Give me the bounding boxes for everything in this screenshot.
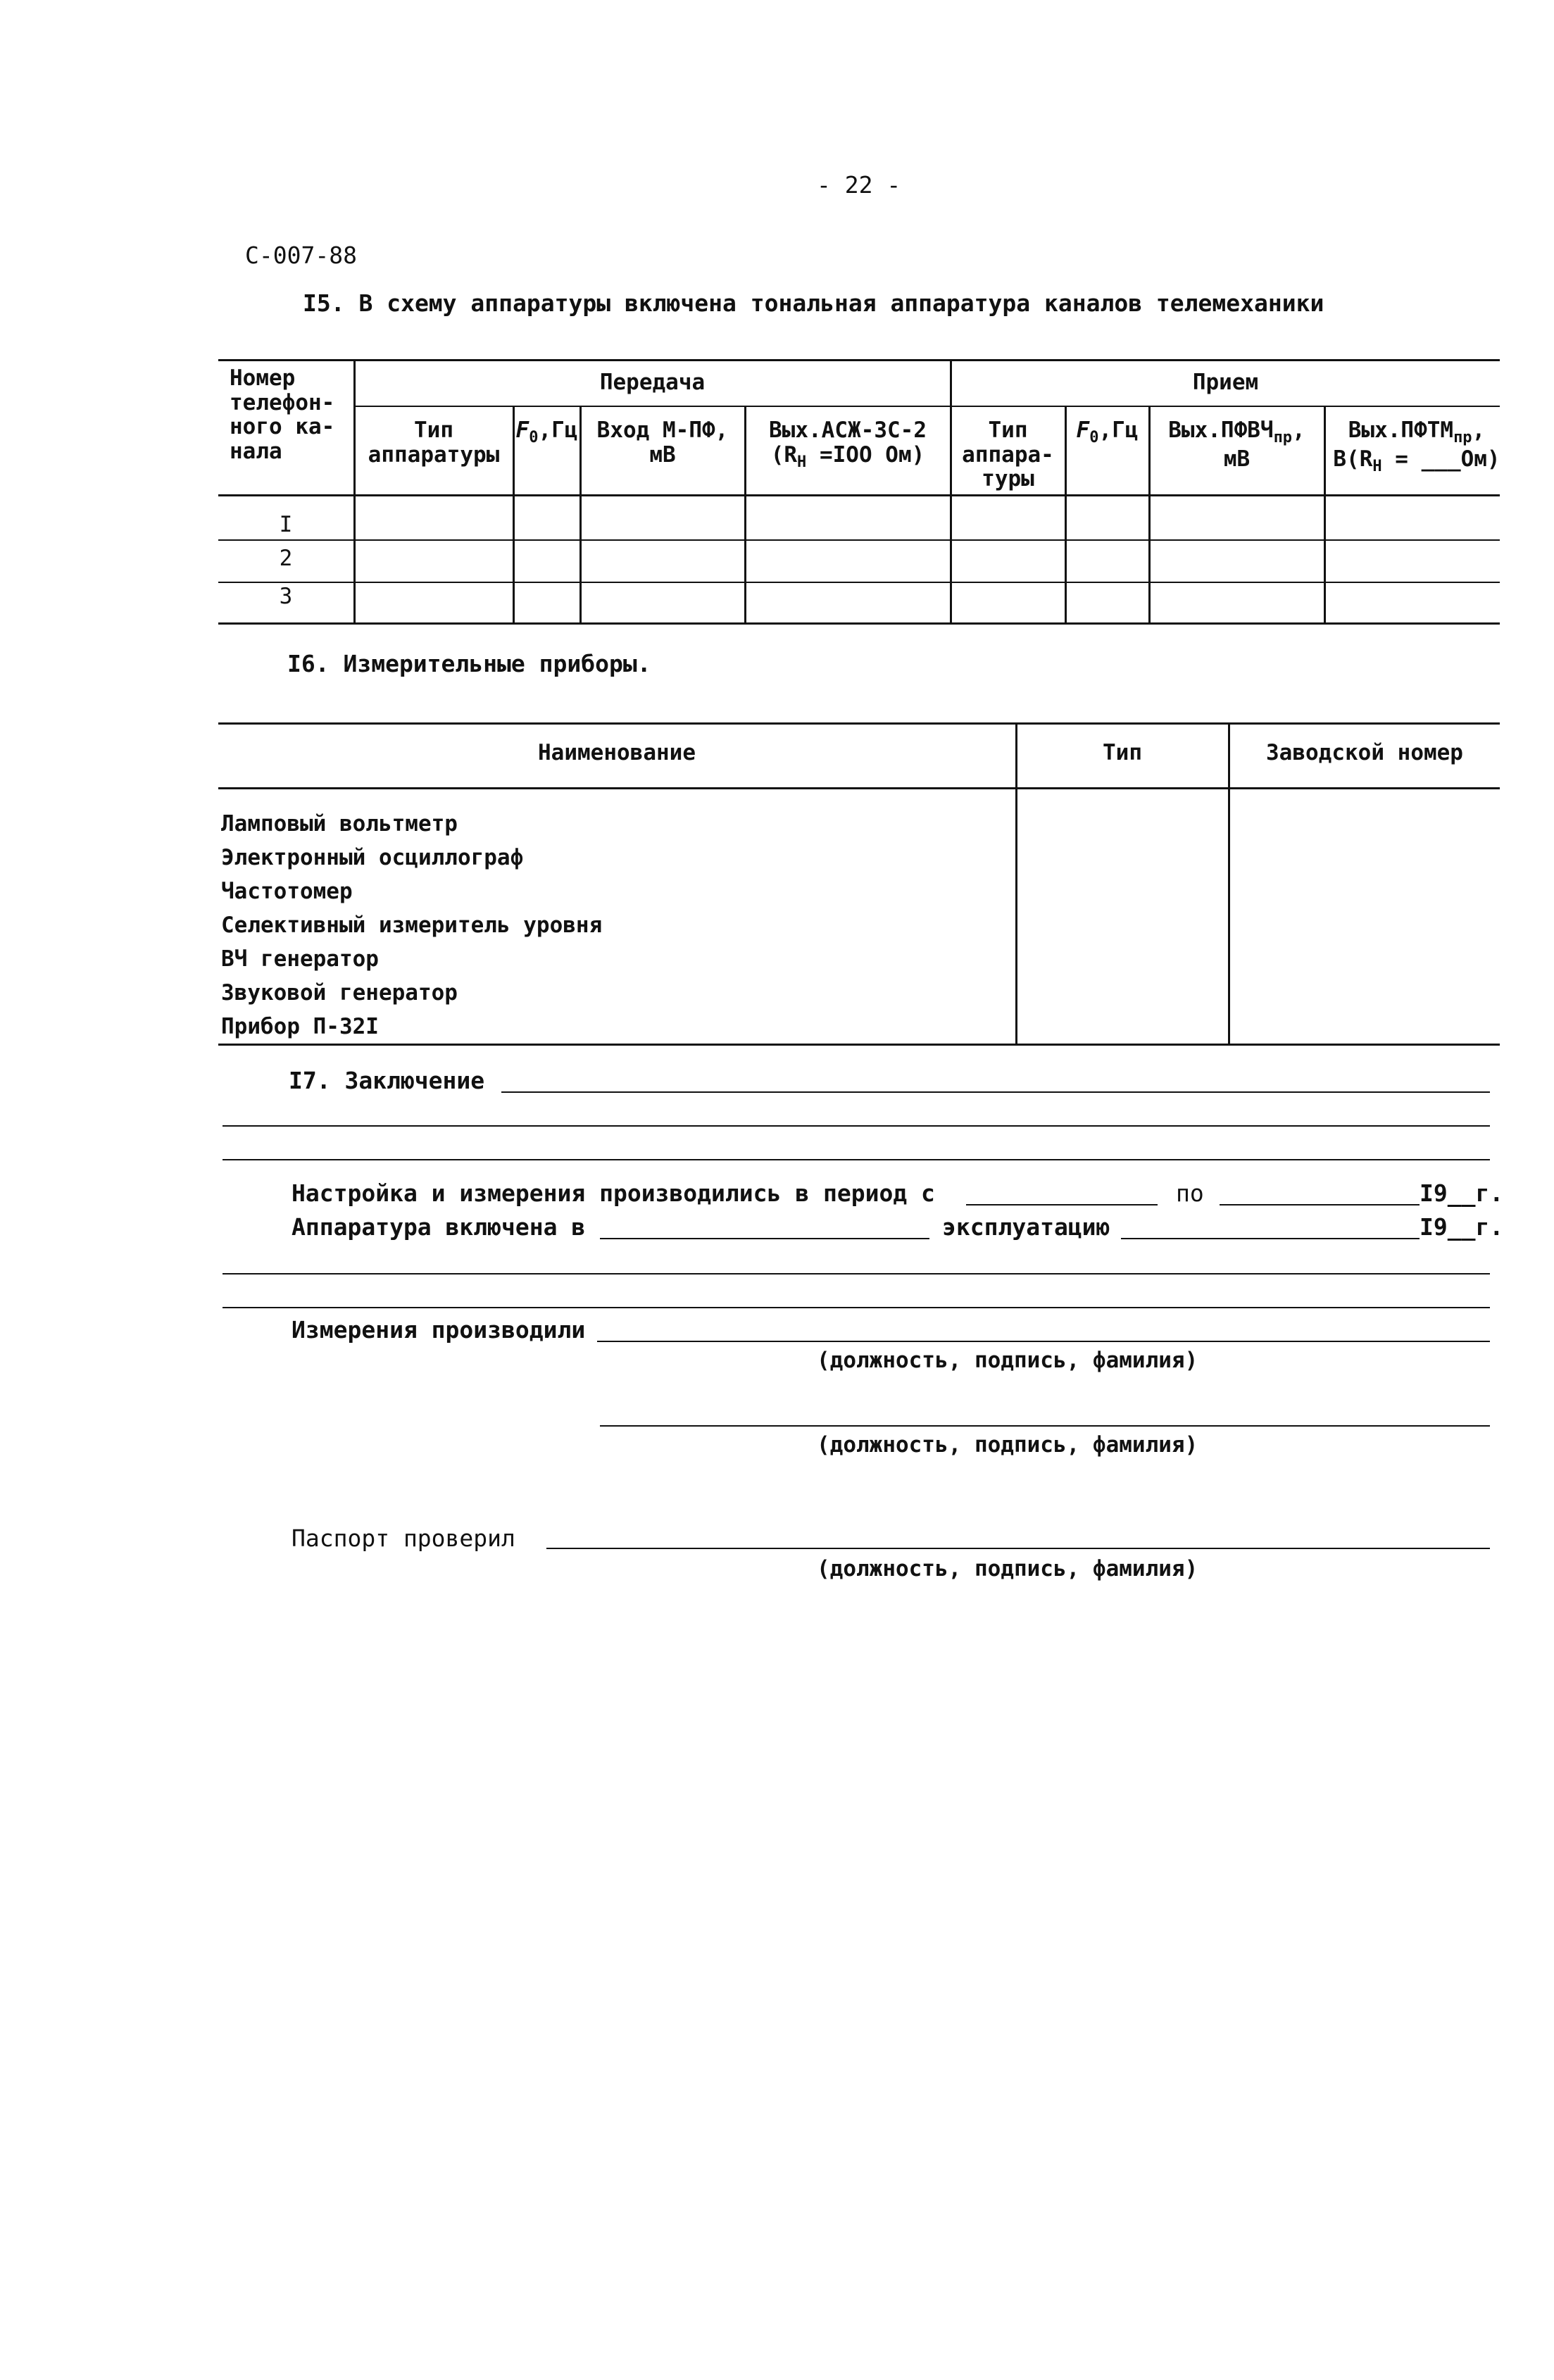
list-item: Электронный осциллограф	[221, 845, 524, 870]
group-transmit: Передача	[599, 370, 706, 395]
setup-period-label: Настройка и измерения производились в период с	[292, 1179, 935, 1207]
signature-caption: (должность, подпись, фамилия)	[817, 1432, 1198, 1458]
table-row: 2	[279, 546, 293, 571]
equipment-mid-label: эксплуатацию	[942, 1213, 1110, 1241]
col-tx-output: Вых.АСЖ-ЗС-2 ($R_Н =IOO$ Ом)	[769, 418, 927, 471]
equipment-year-field[interactable]	[1121, 1238, 1420, 1239]
setup-po-label: по	[1176, 1179, 1204, 1207]
col-tx-type: Тип аппаратуры	[368, 418, 500, 468]
section-16-title: I6. Измерительные приборы.	[287, 650, 651, 677]
table-row: I	[279, 512, 293, 537]
blank-line[interactable]	[223, 1307, 1490, 1308]
col-rx-output-tm: $Вых.ПФТМ_{пр}$, $В(R_Н$ = ___Ом)	[1333, 418, 1500, 475]
instrument-list	[221, 807, 602, 1044]
setup-year: I9__г.	[1420, 1179, 1504, 1207]
table-row: 3	[279, 584, 293, 609]
list-item: Прибор П-32I	[221, 1014, 379, 1039]
col-rx-output-hf: $Вых.ПФВЧ_{пр}$, мВ	[1168, 418, 1305, 472]
col-rx-type: Тип аппара- туры	[962, 418, 1054, 492]
signature-caption: (должность, подпись, фамилия)	[817, 1348, 1198, 1373]
measured-by-label: Измерения производили	[292, 1316, 586, 1344]
col-rx-f0: $F_0,Гц$	[1076, 418, 1139, 447]
setup-start-field[interactable]	[966, 1204, 1158, 1205]
page-number: - 22 -	[817, 171, 901, 199]
conclusion-line[interactable]	[223, 1125, 1490, 1127]
section-15-title: I5. В схему аппаратуры включена тональная аппаратура каналов телемеханики	[303, 289, 1324, 317]
equipment-date-field[interactable]	[600, 1238, 929, 1239]
blank-line[interactable]	[223, 1273, 1490, 1274]
list-item: Частотомер	[221, 879, 353, 904]
col-tx-input: Вход М-ПФ, мВ	[596, 418, 729, 468]
col-channel-number: Номер телефон- ного ка- нала	[230, 365, 335, 465]
passport-field[interactable]	[546, 1548, 1490, 1549]
list-item: Ламповый вольтметр	[221, 811, 458, 837]
col-tx-f0: $F_0,Гц$	[515, 418, 578, 447]
conclusion-line[interactable]	[501, 1091, 1490, 1093]
signature-caption: (должность, подпись, фамилия)	[817, 1556, 1198, 1582]
list-item: Звуковой генератор	[221, 980, 458, 1006]
setup-end-field[interactable]	[1220, 1204, 1420, 1205]
passport-label: Паспорт проверил	[292, 1524, 515, 1552]
col-serial-number: Заводской номер	[1266, 740, 1463, 765]
equipment-label: Аппаратура включена в	[292, 1213, 586, 1241]
list-item: Селективный измеритель уровня	[221, 913, 603, 938]
group-receive: Прием	[1192, 370, 1259, 395]
conclusion-line[interactable]	[223, 1159, 1490, 1160]
col-instrument-type: Тип	[1103, 740, 1142, 765]
document-code: С-007-88	[245, 242, 357, 269]
col-instrument-name: Наименование	[538, 740, 696, 765]
list-item: ВЧ генератор	[221, 946, 379, 972]
section-17-title: I7. Заключение	[289, 1067, 485, 1094]
equipment-year: I9__г.	[1420, 1213, 1504, 1241]
measured-by-field[interactable]	[597, 1341, 1490, 1342]
measured-by-field-2[interactable]	[600, 1425, 1490, 1427]
